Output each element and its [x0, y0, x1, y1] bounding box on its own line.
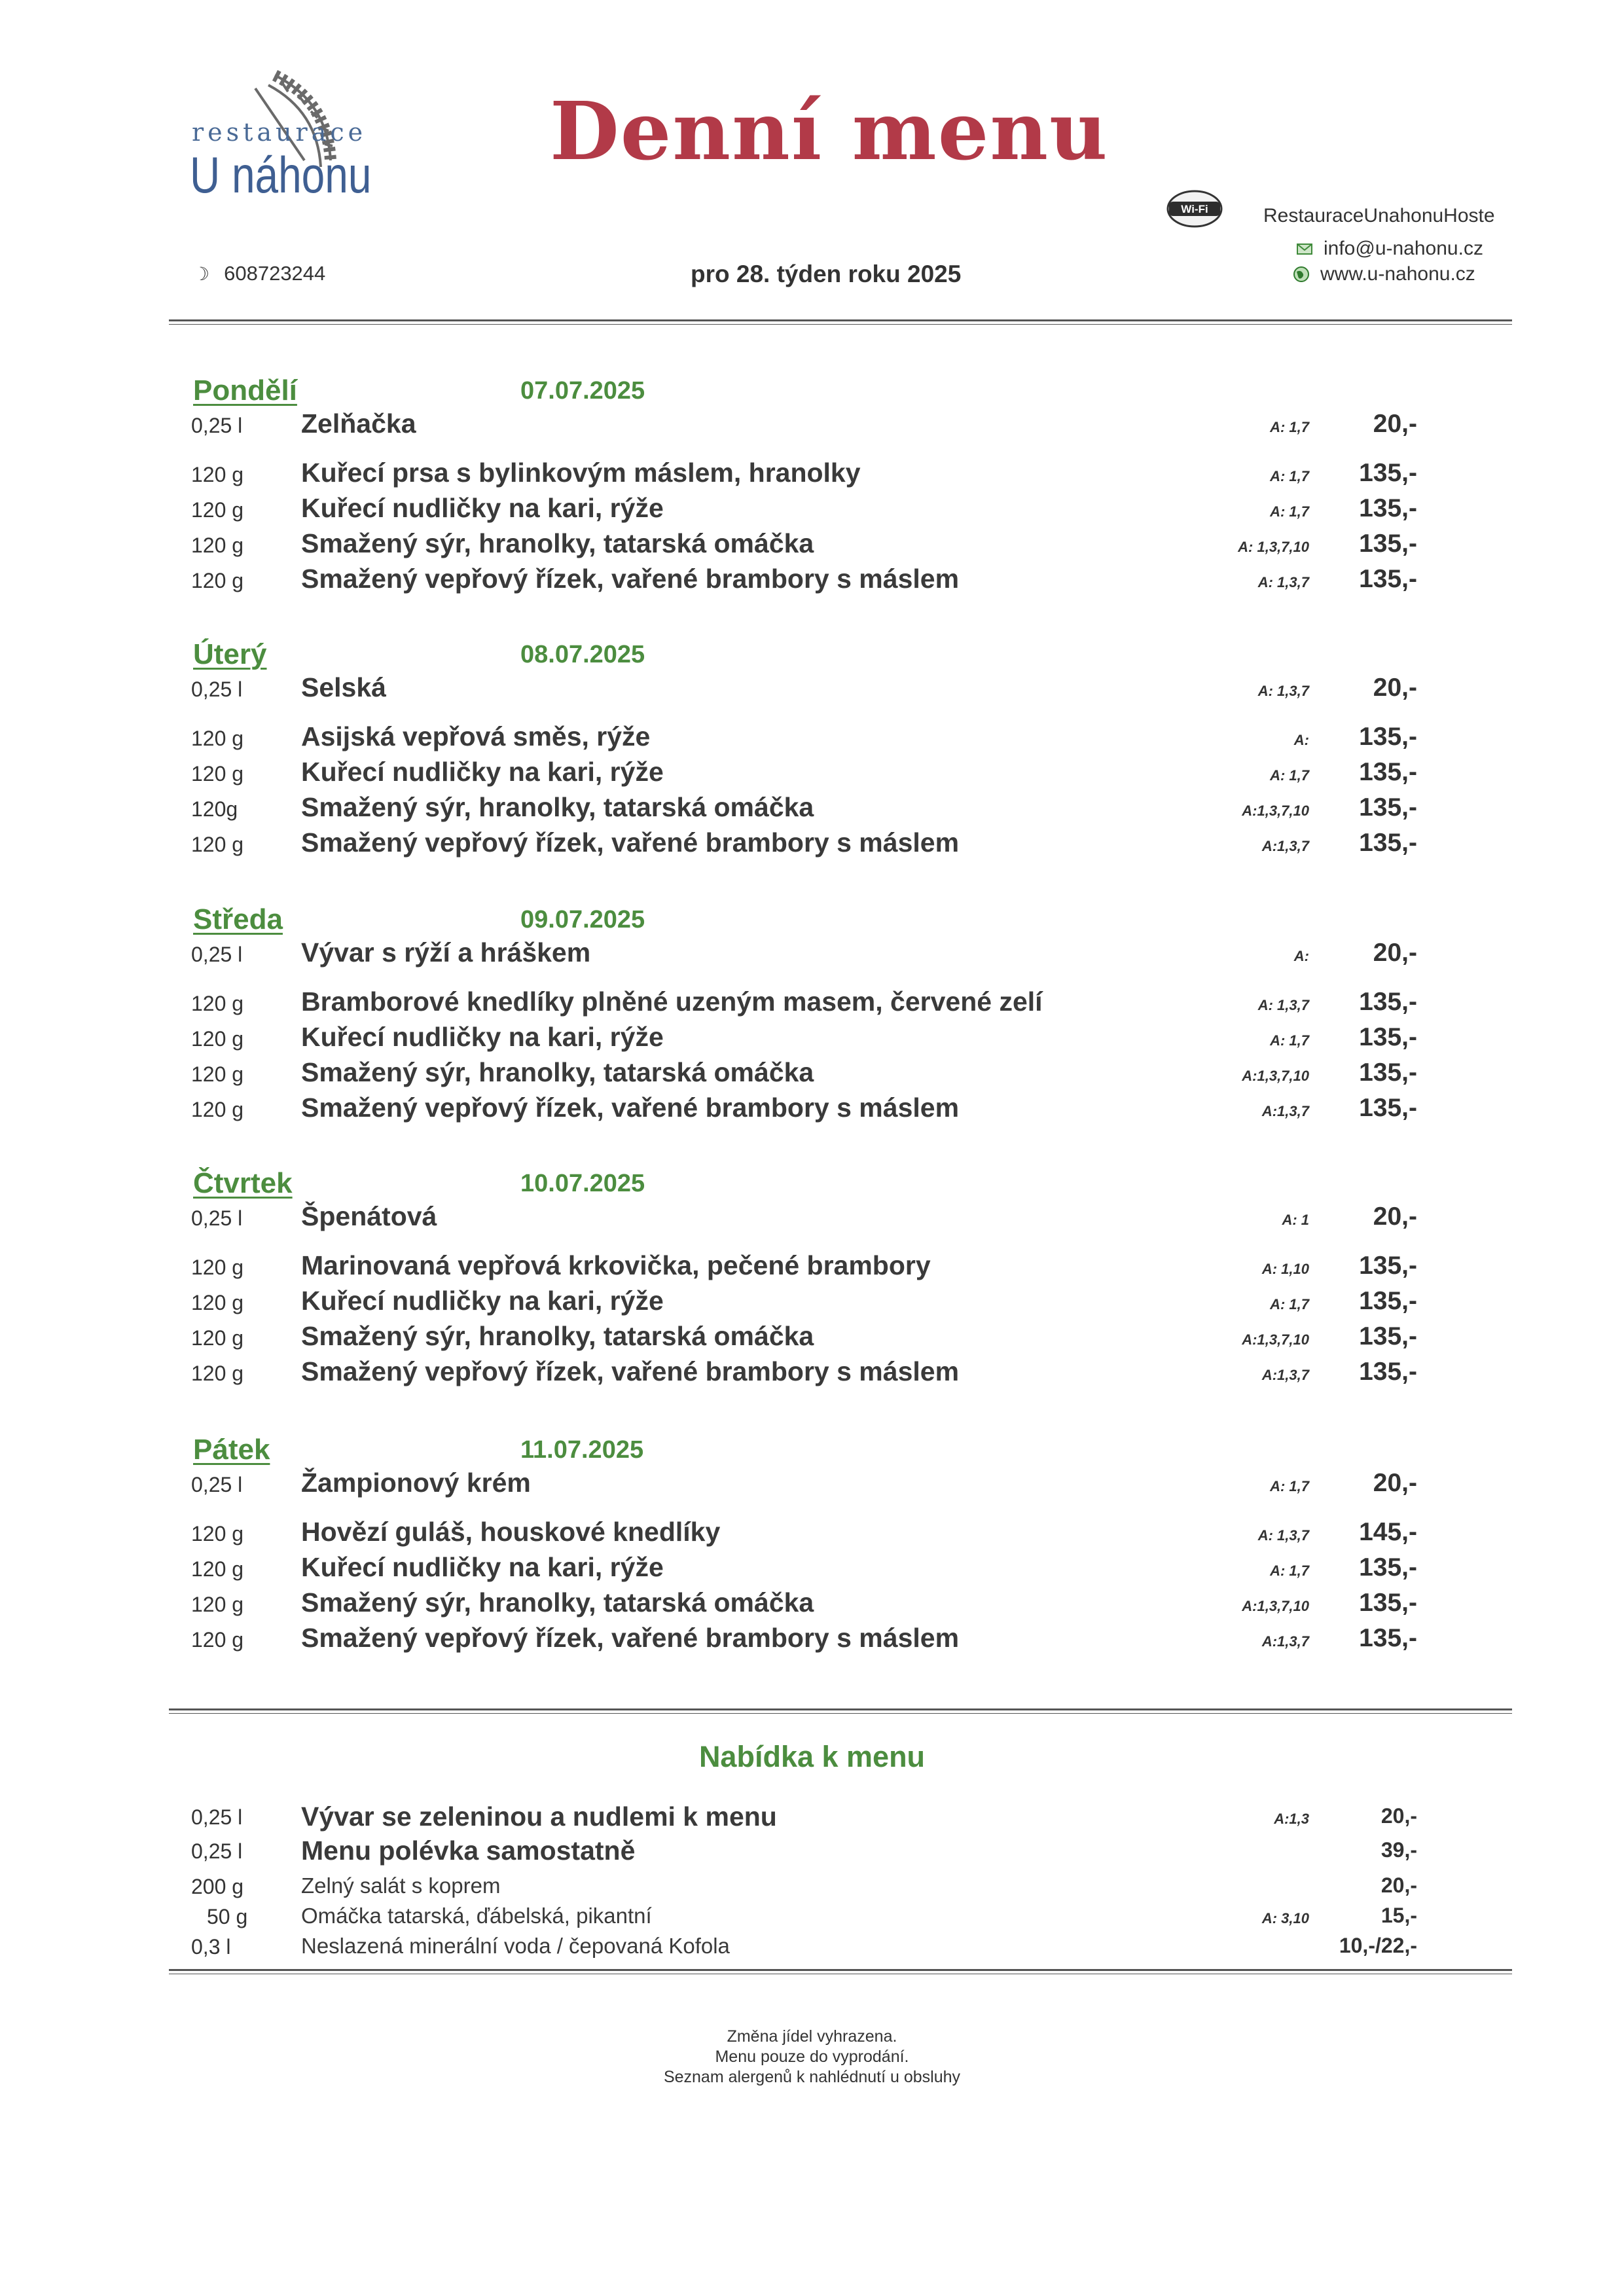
offer-dish: Zelný salát s koprem	[301, 1873, 501, 1898]
phone-icon: ☽	[193, 264, 210, 284]
offer-price: 20,-	[1380, 1804, 1417, 1828]
logo-text-big: U náhonu	[190, 146, 372, 204]
item-dish: Kuřecí nudličky na kari, rýže	[301, 757, 664, 787]
offer-item-row	[0, 1835, 1624, 1867]
item-quantity: 0,25 l	[191, 943, 243, 966]
wifi-network-name: RestauraceUnahonuHoste	[1263, 205, 1495, 226]
item-quantity: 0,25 l	[191, 414, 243, 437]
item-allergens: A: 1,7	[1270, 468, 1309, 484]
item-quantity: 120 g	[191, 1522, 244, 1545]
menu-item-row	[0, 721, 1624, 753]
item-allergens: A: 1,7	[1270, 1478, 1309, 1494]
item-allergens: A: 1,7	[1270, 503, 1309, 520]
day-name: Čtvrtek	[193, 1167, 293, 1199]
item-dish: Kuřecí nudličky na kari, rýže	[301, 493, 664, 523]
menu-item-row	[0, 458, 1624, 489]
item-quantity: 120 g	[191, 498, 244, 522]
day-name: Pondělí	[193, 374, 297, 407]
item-quantity: 120 g	[191, 1027, 244, 1051]
item-price: 20,-	[1373, 1469, 1417, 1497]
item-quantity: 120 g	[191, 1326, 244, 1350]
offer-price: 10,-/22,-	[1339, 1934, 1417, 1957]
menu-item-row	[0, 1250, 1624, 1282]
item-dish: Žampionový krém	[301, 1468, 531, 1498]
item-dish: Zelňačka	[301, 408, 416, 439]
item-price: 20,-	[1373, 674, 1417, 702]
item-allergens: A: 1	[1282, 1212, 1309, 1228]
item-quantity: 0,25 l	[191, 678, 243, 701]
item-price: 20,-	[1373, 410, 1417, 438]
day-date: 09.07.2025	[520, 906, 645, 933]
footer-line-3: Seznam alergenů k nahlédnutí u obsluhy	[663, 2068, 961, 2086]
email-line	[1296, 238, 1483, 260]
item-price: 135,-	[1359, 758, 1417, 786]
item-allergens: A:1,3,7,10	[1242, 803, 1309, 819]
item-quantity: 120 g	[191, 1098, 244, 1121]
phone-line	[193, 262, 325, 285]
offer-item-row	[0, 1871, 1624, 1902]
item-price: 135,-	[1359, 1287, 1417, 1315]
offer-quantity: 0,3 l	[191, 1935, 231, 1959]
item-quantity: 120g	[191, 797, 238, 821]
menu-item-row	[0, 1468, 1624, 1499]
offer-price: 39,-	[1380, 1838, 1417, 1862]
wifi-icon	[1166, 190, 1223, 228]
menu-item-row	[0, 1356, 1624, 1388]
offer-allergens: A: 3,10	[1261, 1910, 1309, 1926]
item-dish: Selská	[301, 672, 386, 702]
menu-item-row	[0, 1286, 1624, 1317]
item-quantity: 120 g	[191, 727, 244, 750]
item-dish: Kuřecí nudličky na kari, rýže	[301, 1022, 664, 1052]
menu-item-row	[0, 792, 1624, 823]
day-date: 10.07.2025	[520, 1170, 645, 1197]
item-allergens: A: 1,7	[1270, 419, 1309, 435]
item-allergens: A:1,3,7,10	[1242, 1598, 1309, 1614]
item-allergens: A:	[1293, 948, 1309, 964]
offer-item-row	[0, 1931, 1624, 1962]
item-dish: Smažený sýr, hranolky, tatarská omáčka	[301, 1057, 814, 1087]
menu-item-row	[0, 493, 1624, 524]
menu-item-row	[0, 986, 1624, 1018]
day-name: Pátek	[193, 1434, 270, 1466]
item-allergens: A: 1,7	[1270, 1296, 1309, 1312]
page-title: Denní menu	[550, 84, 1109, 178]
item-price: 135,-	[1359, 1358, 1417, 1386]
item-price: 20,-	[1373, 939, 1417, 967]
item-allergens: A:1,3,7	[1261, 838, 1309, 854]
offer-item-row	[0, 1801, 1624, 1833]
item-quantity: 0,25 l	[191, 1206, 243, 1230]
item-dish: Smažený vepřový řízek, vařené brambory s máslem	[301, 1623, 960, 1653]
offer-quantity: 0,25 l	[191, 1839, 243, 1863]
item-quantity: 120 g	[191, 1593, 244, 1616]
menu-item-row	[0, 757, 1624, 788]
item-quantity: 120 g	[191, 1557, 244, 1581]
item-allergens: A:1,3,7,10	[1242, 1331, 1309, 1348]
item-allergens: A: 1,3,7,10	[1238, 539, 1309, 555]
item-allergens: A: 1,10	[1261, 1261, 1309, 1277]
item-price: 20,-	[1373, 1202, 1417, 1231]
item-price: 135,-	[1359, 829, 1417, 857]
offer-title: Nabídka k menu	[698, 1740, 926, 1773]
globe-icon	[1293, 266, 1310, 283]
menu-item-row	[0, 937, 1624, 969]
item-price: 135,-	[1359, 530, 1417, 558]
item-allergens: A: 1,7	[1270, 767, 1309, 784]
item-price: 145,-	[1359, 1518, 1417, 1546]
item-dish: Smažený sýr, hranolky, tatarská omáčka	[301, 1321, 814, 1351]
item-dish: Smažený sýr, hranolky, tatarská omáčka	[301, 528, 814, 558]
offer-allergens: A:1,3	[1274, 1811, 1309, 1827]
offer-price: 20,-	[1380, 1873, 1417, 1897]
item-dish: Hovězí guláš, houskové knedlíky	[301, 1517, 721, 1547]
item-dish: Smažený vepřový řízek, vařené brambory s máslem	[301, 827, 960, 858]
item-price: 135,-	[1359, 1058, 1417, 1087]
item-quantity: 120 g	[191, 1628, 244, 1652]
menu-item-row	[0, 1093, 1624, 1124]
item-quantity: 120 g	[191, 1256, 244, 1279]
item-price: 135,-	[1359, 565, 1417, 593]
item-allergens: A: 1,7	[1270, 1563, 1309, 1579]
day-date: 07.07.2025	[520, 377, 645, 405]
item-price: 135,-	[1359, 1023, 1417, 1051]
day-name: Středa	[193, 903, 283, 935]
item-price: 135,-	[1359, 988, 1417, 1016]
item-price: 135,-	[1359, 1553, 1417, 1581]
item-dish: Špenátová	[301, 1201, 437, 1231]
menu-item-row	[0, 408, 1624, 440]
top-divider	[169, 319, 1512, 325]
menu-item-row	[0, 1321, 1624, 1352]
item-dish: Asijská vepřová směs, rýže	[301, 721, 651, 751]
day-name: Úterý	[193, 638, 267, 670]
offer-quantity: 0,25 l	[191, 1805, 243, 1829]
item-quantity: 120 g	[191, 463, 244, 486]
item-dish: Kuřecí prsa s bylinkovým máslem, hranolky	[301, 458, 861, 488]
item-dish: Smažený vepřový řízek, vařené brambory s máslem	[301, 1093, 960, 1123]
item-dish: Smažený vepřový řízek, vařené brambory s máslem	[301, 1356, 960, 1386]
menu-item-row	[0, 827, 1624, 859]
week-label: pro 28. týden roku 2025	[691, 261, 962, 287]
item-quantity: 120 g	[191, 533, 244, 557]
web-line	[1293, 263, 1475, 285]
item-quantity: 120 g	[191, 762, 244, 786]
offer-quantity: 50 g	[207, 1905, 248, 1928]
item-allergens: A:1,3,7	[1261, 1103, 1309, 1119]
email-icon	[1296, 240, 1313, 257]
item-allergens: A:1,3,7	[1261, 1367, 1309, 1383]
menu-item-row	[0, 1517, 1624, 1548]
offer-dish: Neslazená minerální voda / čepovaná Kofola	[301, 1934, 730, 1958]
day-date: 08.07.2025	[520, 641, 645, 668]
item-dish: Marinovaná vepřová krkovička, pečené brambory	[301, 1250, 931, 1280]
offer-dish: Menu polévka samostatně	[301, 1835, 636, 1866]
item-allergens: A:	[1293, 732, 1309, 748]
item-quantity: 0,25 l	[191, 1473, 243, 1496]
item-price: 135,-	[1359, 1322, 1417, 1350]
middle-divider	[169, 1708, 1512, 1714]
footer-line-2: Menu pouze do vyprodání.	[715, 2048, 909, 2066]
item-quantity: 120 g	[191, 992, 244, 1015]
menu-item-row	[0, 528, 1624, 560]
offer-dish: Omáčka tatarská, ďábelská, pikantní	[301, 1904, 652, 1928]
offer-quantity: 200 g	[191, 1875, 244, 1898]
day-date: 11.07.2025	[520, 1436, 644, 1464]
offer-dish: Vývar se zeleninou a nudlemi k menu	[301, 1801, 777, 1832]
item-price: 135,-	[1359, 459, 1417, 487]
website-link[interactable]: www.u-nahonu.cz	[1320, 263, 1475, 285]
item-price: 135,-	[1359, 494, 1417, 522]
item-price: 135,-	[1359, 1624, 1417, 1652]
item-price: 135,-	[1359, 1589, 1417, 1617]
item-price: 135,-	[1359, 1252, 1417, 1280]
bottom-divider	[169, 1969, 1512, 1974]
item-allergens: A:1,3,7,10	[1242, 1068, 1309, 1084]
menu-item-row	[0, 564, 1624, 595]
item-dish: Smažený sýr, hranolky, tatarská omáčka	[301, 1587, 814, 1617]
menu-item-row	[0, 1623, 1624, 1654]
menu-item-row	[0, 1552, 1624, 1583]
email-address[interactable]: info@u-nahonu.cz	[1324, 238, 1483, 259]
menu-item-row	[0, 1057, 1624, 1089]
item-quantity: 120 g	[191, 1362, 244, 1385]
logo-text-small: restaurace	[192, 118, 367, 147]
item-allergens: A: 1,3,7	[1257, 997, 1309, 1013]
item-allergens: A: 1,3,7	[1257, 1527, 1309, 1544]
item-dish: Smažený vepřový řízek, vařené brambory s máslem	[301, 564, 960, 594]
item-price: 135,-	[1359, 1094, 1417, 1122]
item-dish: Kuřecí nudličky na kari, rýže	[301, 1552, 664, 1582]
item-allergens: A: 1,3,7	[1257, 574, 1309, 590]
item-allergens: A: 1,7	[1270, 1032, 1309, 1049]
footer-line-1: Změna jídel vyhrazena.	[727, 2027, 897, 2046]
item-dish: Vývar s rýží a hráškem	[301, 937, 591, 967]
svg-text:Wi-Fi: Wi-Fi	[1181, 203, 1208, 215]
item-quantity: 120 g	[191, 1062, 244, 1086]
item-price: 135,-	[1359, 723, 1417, 751]
menu-item-row	[0, 672, 1624, 704]
item-allergens: A: 1,3,7	[1257, 683, 1309, 699]
item-quantity: 120 g	[191, 569, 244, 592]
phone-number[interactable]: 608723244	[224, 262, 326, 285]
item-dish: Kuřecí nudličky na kari, rýže	[301, 1286, 664, 1316]
offer-item-row	[0, 1901, 1624, 1932]
item-price: 135,-	[1359, 793, 1417, 822]
item-quantity: 120 g	[191, 1291, 244, 1314]
menu-item-row	[0, 1587, 1624, 1619]
item-dish: Smažený sýr, hranolky, tatarská omáčka	[301, 792, 814, 822]
footer-note	[0, 2027, 1624, 2087]
item-allergens: A:1,3,7	[1261, 1633, 1309, 1650]
item-quantity: 120 g	[191, 833, 244, 856]
offer-price: 15,-	[1380, 1904, 1417, 1927]
menu-item-row	[0, 1022, 1624, 1053]
item-dish: Bramborové knedlíky plněné uzeným masem, červené zelí	[301, 986, 1043, 1017]
menu-item-row	[0, 1201, 1624, 1233]
